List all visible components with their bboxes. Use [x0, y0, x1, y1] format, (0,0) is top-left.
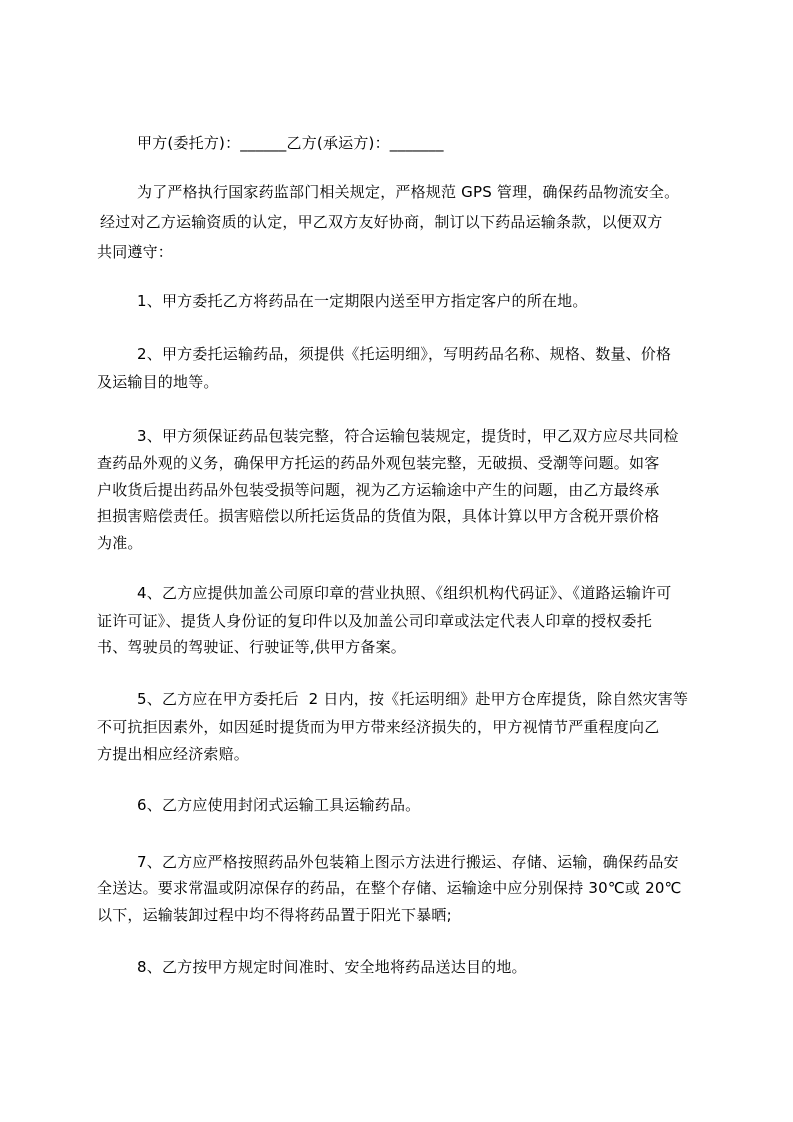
- clause-1-line-1: 1、甲方委托乙方将药品在一定期限内送至甲方指定客户的所在地。: [137, 292, 588, 310]
- intro-line-3: 共同遵守：: [97, 243, 174, 261]
- clause-2-line-1: 2、甲方委托运输药品，须提供《托运明细》，写明药品名称、规格、数量、价格: [137, 345, 672, 363]
- clause-4-line-2: 证许可证》、提货人身份证的复印件以及加盖公司印章或法定代表人印章的授权委托: [97, 612, 652, 630]
- clause-7-line-1: 7、乙方应严格按照药品外包装箱上图示方法进行搬运、存储、运输，确保药品安: [137, 853, 679, 871]
- header-line: 甲方(委托方)：______乙方(承运方)：_______: [137, 134, 444, 152]
- clause-3-line-2: 查药品外观的义务，确保甲方托运的药品外观包装完整，无破损、受潮等问题。如客: [97, 454, 660, 472]
- clause-3-line-4: 担损害赔偿责任。损害赔偿以所托运货品的货值为限，具体计算以甲方含税开票价格: [97, 507, 660, 525]
- clause-4-line-3: 书、驾驶员的驾驶证、行驶证等,供甲方备案。: [97, 638, 406, 656]
- clause-6-line-1: 6、乙方应使用封闭式运输工具运输药品。: [137, 796, 421, 814]
- clause-7-line-3: 以下，运输装卸过程中均不得将药品置于阳光下暴晒;: [97, 906, 452, 924]
- clause-4-line-1: 4、乙方应提供加盖公司原印章的营业执照、《组织机构代码证》、《道路运输许可: [137, 584, 672, 602]
- clause-5-line-1: 5、乙方应在甲方委托后 2 日内，按《托运明细》赴甲方仓库提货，除自然灾害等: [137, 690, 689, 708]
- intro-line-2: 经过对乙方运输资质的认定，甲乙双方友好协商，制订以下药品运输条款，以便双方: [100, 213, 663, 231]
- clause-3-line-1: 3、甲方须保证药品包装完整，符合运输包装规定，提货时，甲乙双方应尽共同检: [137, 427, 679, 445]
- intro-line-1: 为了严格执行国家药监部门相关规定，严格规范 GPS 管理，确保药品物流安全。: [137, 183, 680, 201]
- clause-5-line-3: 方提出相应经济索赔。: [97, 745, 250, 763]
- clause-3-line-3: 户收货后提出药品外包装受损等问题，视为乙方运输途中产生的问题，由乙方最终承: [97, 481, 660, 499]
- clause-5-line-2: 不可抗拒因素外，如因延时提货而为甲方带来经济损失的，甲方视情节严重程度向乙: [97, 718, 660, 736]
- clause-8-line-1: 8、乙方按甲方规定时间准时、安全地将药品送达目的地。: [137, 958, 527, 976]
- clause-7-line-2: 全送达。要求常温或阴凉保存的药品，在整个存储、运输途中应分别保持 30℃或 20℃: [97, 879, 682, 897]
- clause-3-line-5: 为准。: [97, 534, 143, 552]
- clause-2-line-2: 及运输目的地等。: [97, 373, 219, 391]
